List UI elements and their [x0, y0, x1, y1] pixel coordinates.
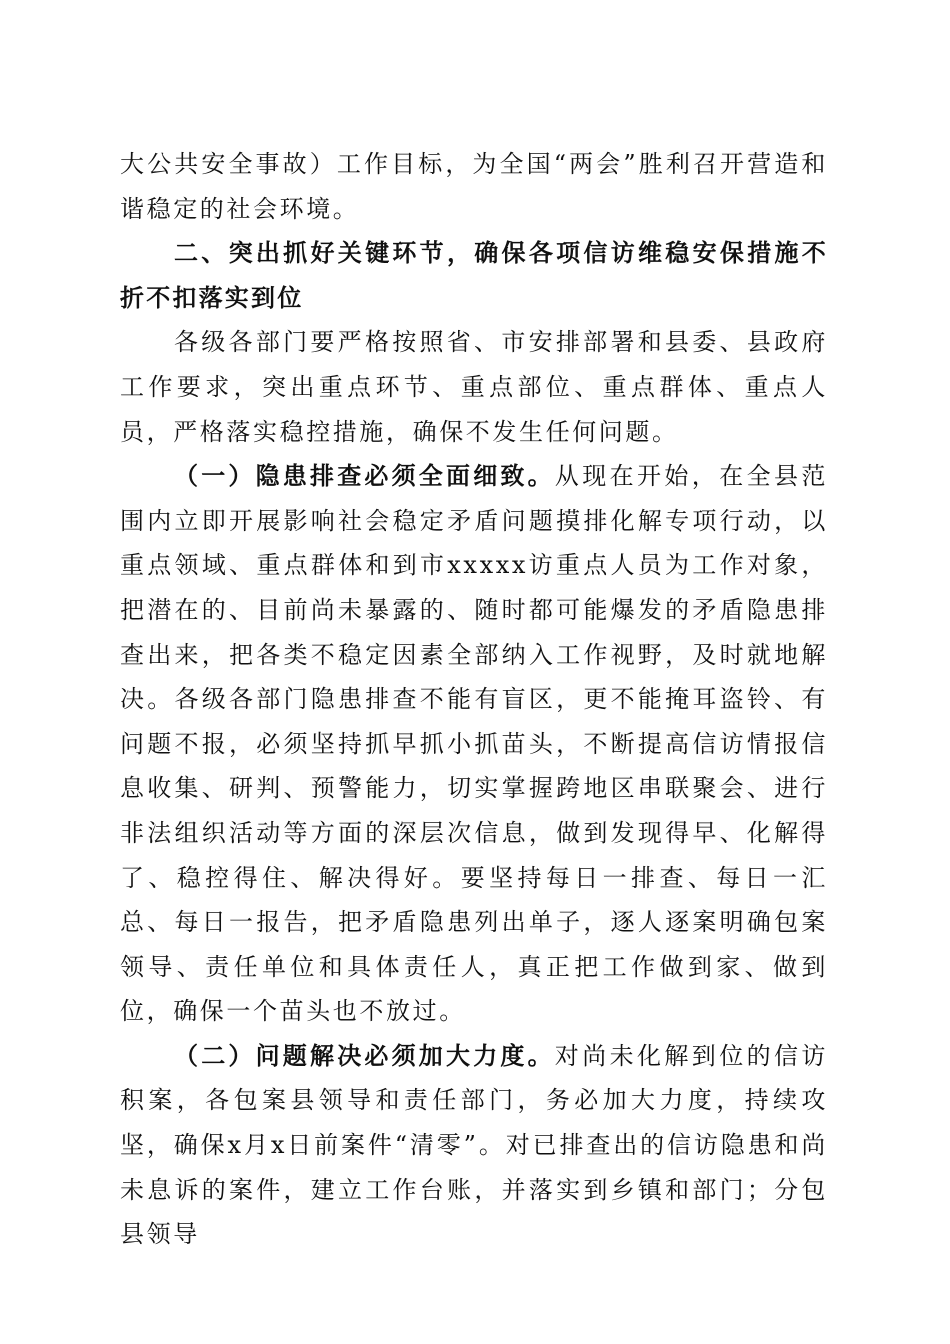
paragraph-requirements: 各级各部门要严格按照省、市安排部署和县委、县政府工作要求，突出重点环节、重点部位、重点群体、重点人员，严格落实稳控措施，确保不发生任何问题。 [120, 328, 828, 446]
subsection-2-body: 对尚未化解到位的信访积案，各包案县领导和责任部门，务必加大力度，持续攻坚，确保x月x日前案件“清零”。对已排查出的信访隐患和尚未息诉的案件，建立工作台账，并落实到乡镇和部门；分包县领导 [120, 1041, 828, 1249]
subsection-1-lead: （一）隐患排查必须全面细致。 [174, 462, 555, 491]
document-page [120, 142, 828, 1257]
subsection-2 [120, 1034, 828, 1257]
section-heading-2: 二、突出抓好关键环节，确保各项信访维稳安保措施不折不扣落实到位 [120, 239, 828, 312]
subsection-1 [120, 454, 828, 1034]
paragraph-continuation: 大公共安全事故）工作目标，为全国“两会”胜利召开营造和谐稳定的社会环境。 [120, 150, 828, 223]
subsection-1-body: 从现在开始，在全县范围内立即开展影响社会稳定矛盾问题摸排化解专项行动，以重点领域、重点群体和到市xxxxx访重点人员为工作对象，把潜在的、目前尚未暴露的、随时都可能爆发的矛盾隐患排查出来，把各类不稳定因素全部纳入工作视野，及时就地解决。各级各部门隐患排查不能有盲区，更不能掩耳盗铃、有问题不报，必须坚持抓早抓小抓苗头，不断提高信访情报信息收集、研判、预警能力，切实掌握跨地区串联聚会、进行非法组织活动等方面的深层次信息，做到发现得早、化解得了、稳控得住、解决得好。要坚持每日一排查、每日一汇总、每日一报告，把矛盾隐患列出单子，逐人逐案明确包案领导、责任单位和具体责任人，真正把工作做到家、做到位，确保一个苗头也不放过。 [120, 462, 828, 1026]
subsection-2-lead: （二）问题解决必须加大力度。 [174, 1041, 555, 1070]
